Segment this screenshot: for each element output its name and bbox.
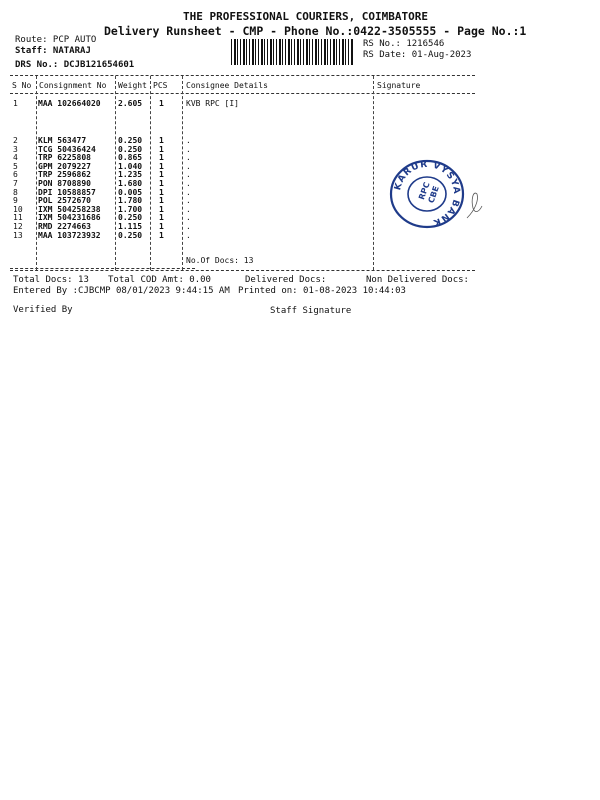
row-consignee: .: [186, 144, 191, 154]
row-consignee: .: [186, 204, 191, 214]
row-weight: 0.250: [118, 213, 143, 223]
row-consignment-no: MAA 102664020: [38, 99, 101, 108]
staff-label: Staff: NATARAJ: [15, 46, 91, 56]
row-pcs: 1: [159, 230, 164, 240]
row-pcs: 1: [159, 187, 164, 197]
row-consignee: .: [186, 196, 191, 206]
row-consignment-no: GPM 2079227: [38, 161, 91, 171]
row-consignee: .: [186, 179, 191, 188]
table-bottom-rule-left: [10, 268, 195, 269]
row-weight: 0.250: [118, 136, 143, 145]
signature-scribble: [465, 190, 485, 220]
row-pcs: 1: [159, 161, 164, 171]
row-pcs: 1: [159, 170, 164, 180]
row-sno: 10: [13, 204, 23, 214]
col-header-consignment: Consignment No: [39, 81, 107, 90]
col-header-consignee: Consignee Details: [186, 81, 268, 90]
karur-vysya-bank-stamp-icon: [387, 158, 467, 230]
route-label: Route: PCP AUTO: [15, 35, 97, 45]
row-consignee: .: [186, 187, 191, 197]
row-consignment-no: IXM 504231686: [38, 213, 101, 223]
row-weight: 1.040: [118, 161, 143, 171]
col-header-pcs: PCS: [153, 81, 168, 90]
col-header-sno: S No: [12, 81, 32, 90]
row-sno: 9: [13, 196, 18, 206]
row-consignment-no: KLM 563477: [38, 136, 87, 145]
row-consignment-no: DPI 10588857: [38, 187, 96, 197]
row-pcs: 1: [159, 153, 164, 163]
row-pcs: 1: [159, 99, 164, 108]
row-consignment-no: MAA 103723932: [38, 230, 101, 240]
row-consignee: .: [186, 136, 191, 145]
rs-number: RS No.: 1216546: [363, 39, 445, 49]
svg-text:RPC: RPC: [417, 181, 432, 201]
row-weight: 0.005: [118, 187, 143, 197]
non-delivered-docs: Non Delivered Docs:: [366, 275, 469, 285]
row-consignee: .: [186, 170, 191, 180]
row-pcs: 1: [159, 204, 164, 214]
row-consignee: .: [186, 213, 191, 223]
row-sno: 8: [13, 187, 18, 197]
col-divider-cno: [115, 76, 116, 270]
row-pcs: 1: [159, 144, 164, 154]
delivered-docs: Delivered Docs:: [245, 275, 327, 285]
svg-text:KARUR VYSYA BANK: KARUR VYSYA BANK: [393, 159, 462, 228]
row-sno: 1: [13, 99, 18, 108]
col-divider-weight: [150, 76, 151, 270]
row-weight: 1.115: [118, 222, 143, 231]
row-weight: 1.680: [118, 179, 143, 188]
drs-number: DRS No.: DCJB121654601: [15, 60, 135, 70]
barcode: [231, 39, 354, 65]
staff-signature: Staff Signature: [270, 306, 352, 316]
row-sno: 12: [13, 222, 23, 231]
row-consignment-no: POL 2572670: [38, 196, 91, 206]
row-sno: 7: [13, 179, 18, 188]
row-sno: 5: [13, 161, 18, 171]
row-sno: 11: [13, 213, 23, 223]
entered-by: Entered By :CJBCMP 08/01/2023 9:44:15 AM: [13, 286, 230, 296]
row-pcs: 1: [159, 136, 164, 145]
row-weight: 0.250: [118, 230, 143, 240]
no-of-docs: No.Of Docs: 13: [186, 256, 254, 265]
row-consignment-no: RMD 2274663: [38, 222, 91, 231]
verified-by: Verified By: [13, 305, 73, 315]
row-weight: 1.235: [118, 170, 143, 180]
row-weight: 0.250: [118, 144, 143, 154]
row-sno: 6: [13, 170, 18, 180]
row-pcs: 1: [159, 179, 164, 188]
row-consignee: .: [186, 161, 191, 171]
row-consignment-no: PON 8708890: [38, 179, 91, 188]
row-consignment-no: TCG 50436424: [38, 144, 96, 154]
table-top-rule: [10, 75, 475, 76]
row-consignee: .: [186, 153, 191, 163]
row-consignment-no: IXM 504258238: [38, 204, 101, 214]
table-header-rule: [10, 93, 475, 94]
printed-on: Printed on: 01-08-2023 10:44:03: [238, 286, 406, 296]
company-name: THE PROFESSIONAL COURIERS, COIMBATORE: [183, 10, 429, 23]
row-weight: 2.605: [118, 99, 143, 108]
row-consignee: .: [186, 222, 191, 231]
row-sno: 13: [13, 230, 23, 240]
total-docs: Total Docs: 13: [13, 275, 89, 285]
col-divider-sno: [36, 76, 37, 270]
row-pcs: 1: [159, 213, 164, 223]
rs-date: RS Date: 01-Aug-2023: [363, 50, 472, 60]
row-pcs: 1: [159, 196, 164, 206]
col-divider-pcs: [182, 76, 183, 270]
row-weight: 1.780: [118, 196, 143, 206]
row-weight: 1.700: [118, 204, 143, 214]
row-consignee: KVB RPC [I]: [186, 99, 239, 108]
runsheet-title: Delivery Runsheet - CMP - Phone No.:0422-3505555 - Page No.:1: [104, 24, 527, 38]
col-header-weight: Weight: [118, 81, 147, 90]
row-sno: 4: [13, 153, 18, 163]
row-consignee: .: [186, 230, 191, 240]
row-pcs: 1: [159, 222, 164, 231]
col-divider-consignee: [373, 76, 374, 270]
row-consignment-no: TRP 6225808: [38, 153, 91, 163]
table-bottom-rule: [10, 270, 475, 271]
row-sno: 3: [13, 144, 18, 154]
row-consignment-no: TRP 2596862: [38, 170, 91, 180]
total-cod-amount: Total COD Amt: 0.00: [108, 275, 211, 285]
row-weight: 0.865: [118, 153, 143, 163]
svg-text:CBE: CBE: [426, 184, 441, 205]
row-sno: 2: [13, 136, 18, 145]
col-header-signature: Signature: [377, 81, 421, 90]
